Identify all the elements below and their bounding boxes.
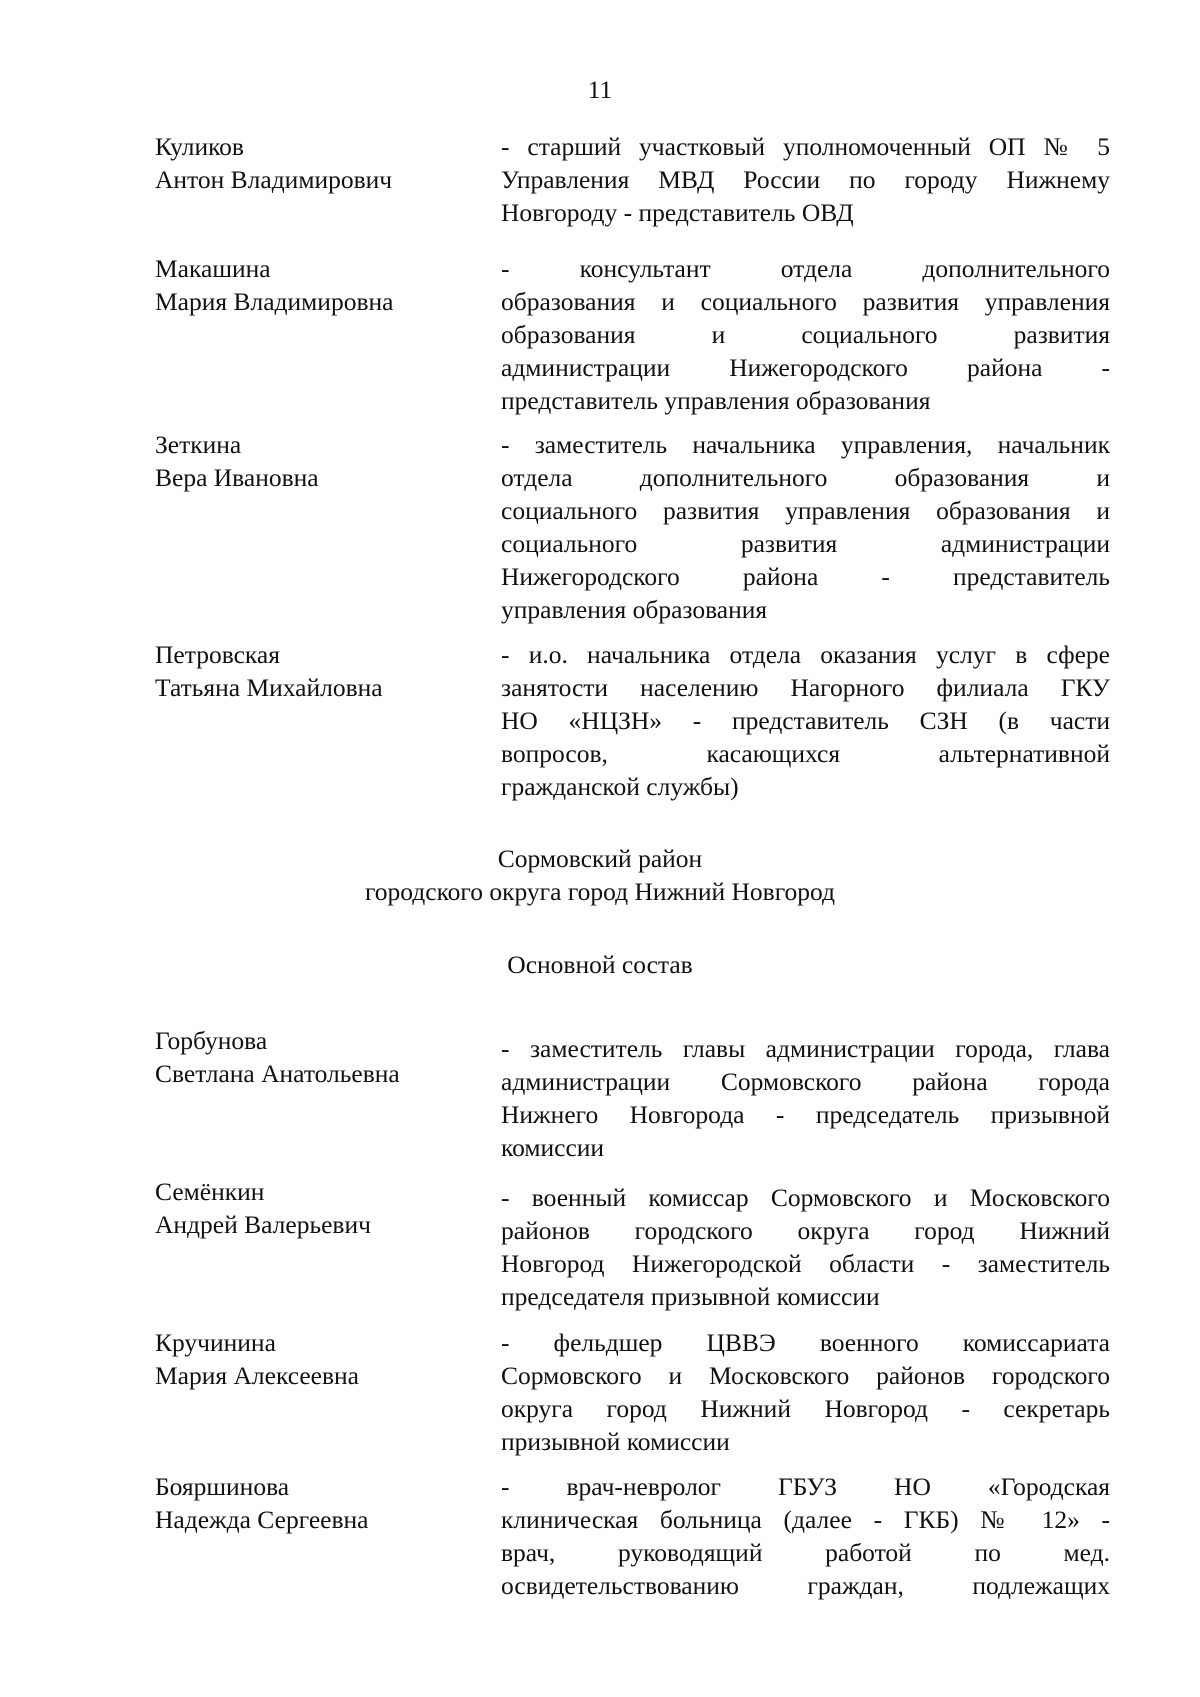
member-name	[155, 1326, 475, 1392]
member-role	[501, 130, 1110, 229]
member-surname: Петровская	[155, 640, 280, 669]
member-surname: Зеткина	[155, 430, 242, 459]
district-subtitle: городского округа город Нижний Новгород	[364, 877, 836, 906]
member-role	[501, 252, 1110, 417]
member-surname: Кручинина	[155, 1328, 276, 1357]
role-line: социального развития администрации	[501, 529, 1110, 558]
member-name	[155, 1175, 475, 1241]
role-line: администрации Нижегородского района -	[501, 353, 1110, 382]
role-line: - и.о. начальника отдела оказания услуг в сфере	[501, 640, 1110, 669]
role-line: - консультант отдела дополнительного	[501, 254, 1110, 283]
role-line: врач, руководящий работой по мед.	[501, 1538, 1110, 1567]
role-line: образования и социального развития управления	[501, 287, 1110, 316]
role-line: - военный комиссар Сормовского и Московского	[501, 1183, 1110, 1212]
role-line: Управления МВД России по городу Нижнему	[501, 165, 1110, 194]
member-given-name: Светлана Анатольевна	[155, 1059, 400, 1088]
role-line: Нижегородского района - представитель	[501, 562, 1110, 591]
district-heading	[0, 842, 1200, 908]
role-line: - старший участковый уполномоченный ОП № 5	[501, 132, 1110, 161]
member-role	[501, 1032, 1110, 1164]
district-name: Сормовский район	[497, 844, 703, 873]
role-line: управления образования	[501, 595, 768, 624]
page-number: 11	[587, 75, 613, 104]
role-line: Новгород Нижегородской области - заместитель	[501, 1249, 1110, 1278]
composition-heading	[0, 948, 1200, 981]
role-line: НО «НЦЗН» - представитель СЗН (в части	[501, 706, 1110, 735]
member-name	[155, 1470, 475, 1536]
member-role	[501, 1470, 1110, 1602]
member-role	[501, 1181, 1110, 1313]
member-role	[501, 1326, 1110, 1458]
role-line: - заместитель главы администрации города, глава	[501, 1034, 1110, 1063]
member-name	[155, 428, 475, 494]
role-line: округа город Нижний Новгород - секретарь	[501, 1394, 1110, 1423]
role-line: - врач-невролог ГБУЗ НО «Городская	[501, 1472, 1110, 1501]
member-given-name: Мария Алексеевна	[155, 1361, 359, 1390]
role-line: гражданской службы)	[501, 772, 739, 801]
role-line: вопросов, касающихся альтернативной	[501, 739, 1110, 768]
member-name	[155, 130, 475, 196]
member-given-name: Мария Владимировна	[155, 287, 394, 316]
role-line: занятости населению Нагорного филиала ГКУ	[501, 673, 1110, 702]
role-line: освидетельствованию граждан, подлежащих	[501, 1571, 1110, 1600]
member-given-name: Надежда Сергеевна	[155, 1505, 369, 1534]
member-role	[501, 428, 1110, 626]
role-line: образования и социального развития	[501, 320, 1110, 349]
member-name	[155, 1024, 475, 1090]
role-line: Новгороду - представитель ОВД	[501, 198, 854, 227]
member-given-name: Вера Ивановна	[155, 463, 319, 492]
role-line: представитель управления образования	[501, 386, 931, 415]
member-surname: Макашина	[155, 254, 271, 283]
member-given-name: Татьяна Михайловна	[155, 673, 383, 702]
member-surname: Бояршинова	[155, 1472, 290, 1501]
member-role	[501, 638, 1110, 803]
role-line: призывной комиссии	[501, 1427, 730, 1456]
member-surname: Горбунова	[155, 1026, 268, 1055]
role-line: клиническая больница (далее - ГКБ) № 12» -	[501, 1505, 1110, 1534]
member-given-name: Антон Владимирович	[155, 165, 393, 194]
member-name	[155, 252, 475, 318]
role-line: районов городского округа город Нижний	[501, 1216, 1110, 1245]
role-line: администрации Сормовского района города	[501, 1067, 1110, 1096]
member-name	[155, 638, 475, 704]
role-line: комиссии	[501, 1133, 605, 1162]
role-line: Сормовского и Московского районов городского	[501, 1361, 1110, 1390]
member-surname: Куликов	[155, 132, 244, 161]
role-line: социального развития управления образования и	[501, 496, 1110, 525]
role-line: отдела дополнительного образования и	[501, 463, 1110, 492]
composition-title: Основной состав	[507, 950, 693, 979]
member-surname: Семёнкин	[155, 1177, 265, 1206]
member-given-name: Андрей Валерьевич	[155, 1210, 371, 1239]
role-line: - фельдшер ЦВВЭ военного комиссариата	[501, 1328, 1110, 1357]
role-line: председателя призывной комиссии	[501, 1282, 880, 1311]
role-line: Нижнего Новгорода - председатель призывной	[501, 1100, 1110, 1129]
role-line: - заместитель начальника управления, начальник	[501, 430, 1110, 459]
